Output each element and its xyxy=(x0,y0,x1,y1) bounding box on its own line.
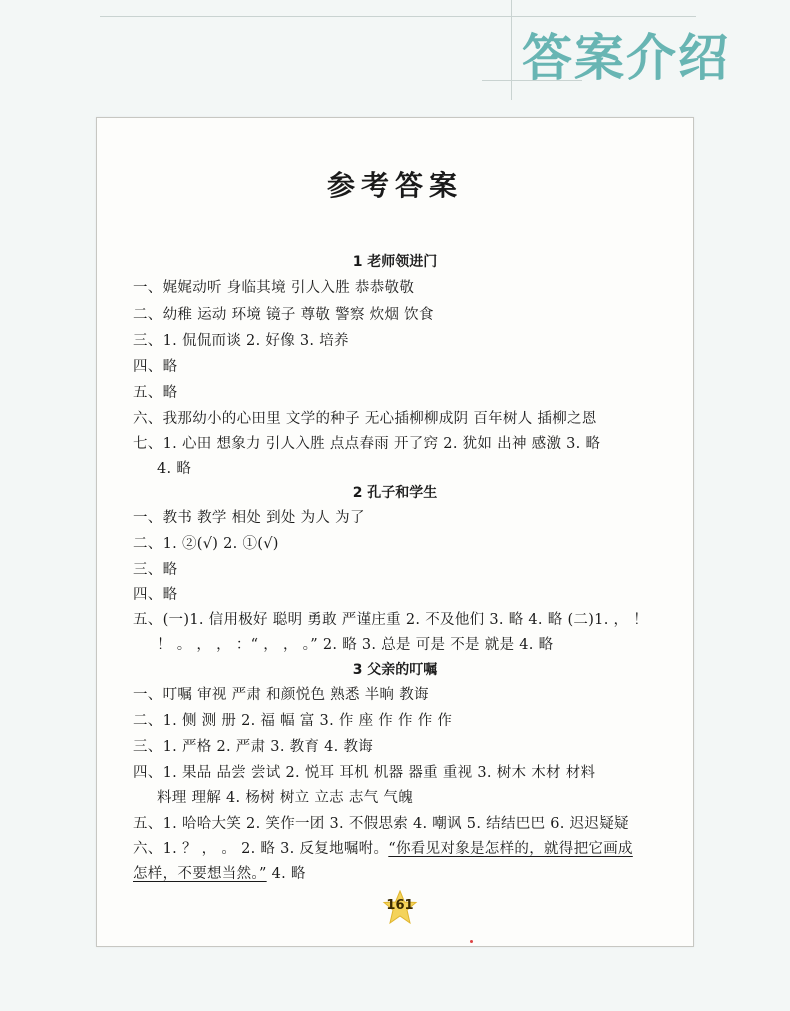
answer-line: 一、娓娓动听 身临其境 引人入胜 恭恭敬敬 xyxy=(133,280,415,296)
banner-title: 答案介绍 xyxy=(522,29,730,87)
page-number: 161 xyxy=(386,898,414,913)
answer-line: 一、教书 教学 相处 到处 为人 为了 xyxy=(133,510,365,526)
answer-text: 六、1. ？ ， 。 2. 略 3. 反复地嘱咐。 xyxy=(133,841,389,857)
top-rule xyxy=(100,16,696,17)
underlined-quote: 怎样，不要想当然。” xyxy=(133,866,267,882)
section-heading: 3 父亲的叮嘱 xyxy=(352,662,438,678)
answer-line: 六、我那幼小的心田里 文学的种子 无心插柳柳成阴 百年树人 插柳之恩 xyxy=(133,411,597,427)
vertical-rule xyxy=(511,0,512,100)
answer-line: 四、略 xyxy=(133,359,178,375)
answer-line: 二、1. 侧 测 册 2. 福 幅 富 3. 作 座 作 作 作 作 xyxy=(133,713,453,729)
underlined-quote: “你看见对象是怎样的，就得把它画成 xyxy=(388,841,633,857)
answer-line: 三、1. 侃侃而谈 2. 好像 3. 培养 xyxy=(133,333,349,349)
answer-line: 四、略 xyxy=(133,587,178,603)
red-dot xyxy=(470,940,473,943)
page-title: 参考答案 xyxy=(326,169,463,202)
answer-line: 七、1. 心田 想象力 引人入胜 点点春雨 开了窍 2. 犹如 出神 感激 3. 略 xyxy=(133,436,601,452)
answer-page xyxy=(96,117,694,947)
answer-line: 五、1. 哈哈大笑 2. 笑作一团 3. 不假思索 4. 嘲讽 5. 结结巴巴 6. 迟迟疑疑 xyxy=(133,816,629,832)
section-heading: 1 老师领进门 xyxy=(352,254,438,270)
answer-line: ！ 。 ， ， ：“ ， ， 。” 2. 略 3. 总是 可是 不是 就是 4. 略 xyxy=(157,637,554,653)
section-heading: 2 孔子和学生 xyxy=(352,485,438,501)
answer-line: 二、1. ②(√) 2. ①(√) xyxy=(133,536,279,552)
answer-line xyxy=(133,837,683,858)
answer-line: 五、(一)1. 信用极好 聪明 勇敢 严谨庄重 2. 不及他们 3. 略 4. 略 (二)1. ， ！ xyxy=(133,612,649,628)
answer-line: 料理 理解 4. 杨树 树立 立志 志气 气魄 xyxy=(157,790,413,806)
answer-line: 五、略 xyxy=(133,385,178,401)
answer-line: 三、1. 严格 2. 严肃 3. 教育 4. 教诲 xyxy=(133,739,374,755)
answer-text: 4. 略 xyxy=(266,866,306,882)
answer-line: 一、叮嘱 审视 严肃 和颜悦色 熟悉 半晌 教诲 xyxy=(133,687,429,703)
answer-line: 4. 略 xyxy=(157,461,192,477)
answer-line: 三、略 xyxy=(133,562,178,578)
answer-line: 二、幼稚 运动 环境 镜子 尊敬 警察 炊烟 饮食 xyxy=(133,307,434,323)
answer-line xyxy=(133,862,683,883)
answer-line: 四、1. 果品 品尝 尝试 2. 悦耳 耳机 机器 器重 重视 3. 树木 木材 材料 xyxy=(133,765,596,781)
